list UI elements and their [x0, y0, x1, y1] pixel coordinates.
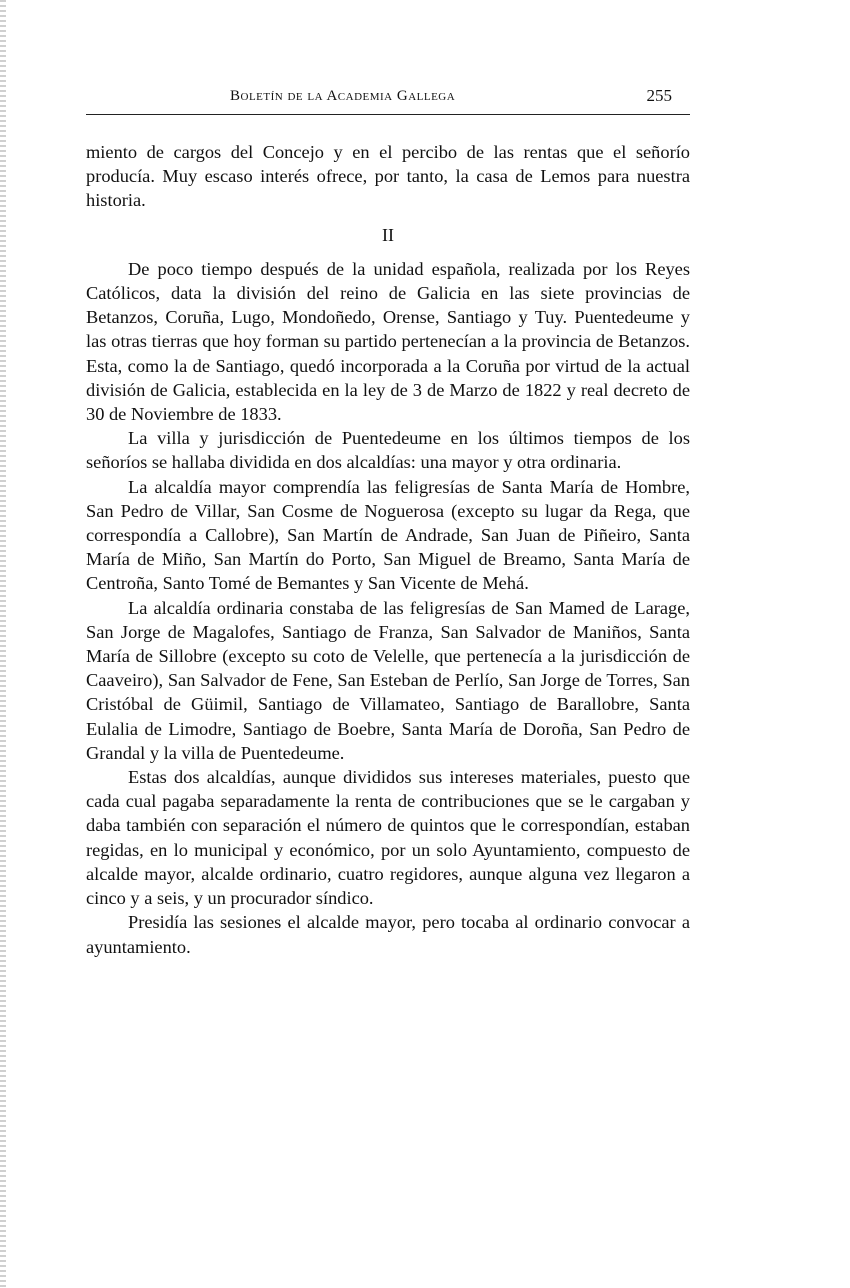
page-number: 255 [646, 86, 672, 105]
paragraph-1: miento de cargos del Concejo y en el percibo de las rentas que el señorío producía. Muy escaso interés ofrece, por tanto, la casa de Lemos para nuestra historia. [86, 142, 690, 211]
paragraph-3: La villa y jurisdicción de Puentedeume en los últimos tiempos de los señoríos se hallaba dividida en dos alcaldías: una mayor y otra ordinaria. [86, 428, 690, 473]
header-rule [86, 114, 690, 115]
paragraph-2: De poco tiempo después de la unidad española, realizada por los Reyes Católicos, data la división del reino de Galicia en las siete provincias de Betanzos, Coruña, Lugo, Mondoñedo, Orense, Santiago y Tuy. Puentedeume y las otras tierras que hoy forman su partido pertenecían a la provincia de Betanzos. Esta, como la de Santiago, quedó incorporada a la Coruña por virtud de la actual división de Galicia, establecida en la ley de 3 de Marzo de 1822 y real decreto de 30 de Noviembre de 1833. [86, 258, 690, 425]
paragraph-4: La alcaldía mayor comprendía las feligresías de Santa María de Hombre, San Pedro de Villar, San Cosme de Noguerosa (excepto su lugar da Rega, que correspondía a Callobre), San Martín de Andrade, San Juan de Piñeiro, Santa María de Miño, San Martín do Porto, San Miguel de Breamo, Santa María de Centroña, Santo Tomé de Bemantes y San Vicente de Mehá. [86, 476, 690, 594]
section-heading: II [382, 224, 394, 245]
body-text [86, 140, 690, 959]
paragraph-6: Estas dos alcaldías, aunque divididos sus intereses materiales, puesto que cada cual pagaba separadamente la renta de contribuciones que se le cargaban y daba también con separación el número de quintos que le correspondían, estaban regidas, en lo municipal y económico, por un solo Ayuntamiento, compuesto de alcalde mayor, alcalde ordinario, cuatro regidores, aunque alguna vez llegaron a cinco y a seis, y un procurador síndico. [86, 767, 690, 909]
paragraph-7: Presidía las sesiones el alcalde mayor, pero tocaba al ordinario convocar a ayuntamiento. [86, 912, 690, 957]
paragraph-5: La alcaldía ordinaria constaba de las feligresías de San Mamed de Larage, San Jorge de Magalofes, Santiago de Franza, San Salvador de Maniños, Santa María de Sillobre (excepto su coto de Velelle, que pertenecía a la jurisdicción de Caaveiro), San Salvador de Fene, San Esteban de Perlío, San Jorge de Torres, San Cristóbal de Güimil, Santiago de Villamateo, Santiago de Barallobre, Santa Eulalia de Limodre, Santiago de Boebre, Santa María de Doroña, San Pedro de Grandal y la villa de Puentedeume. [86, 597, 690, 763]
running-head: Boletín de la Academia Gallega [230, 88, 456, 104]
page-header [86, 84, 690, 112]
scan-spine-edge [0, 0, 6, 1288]
